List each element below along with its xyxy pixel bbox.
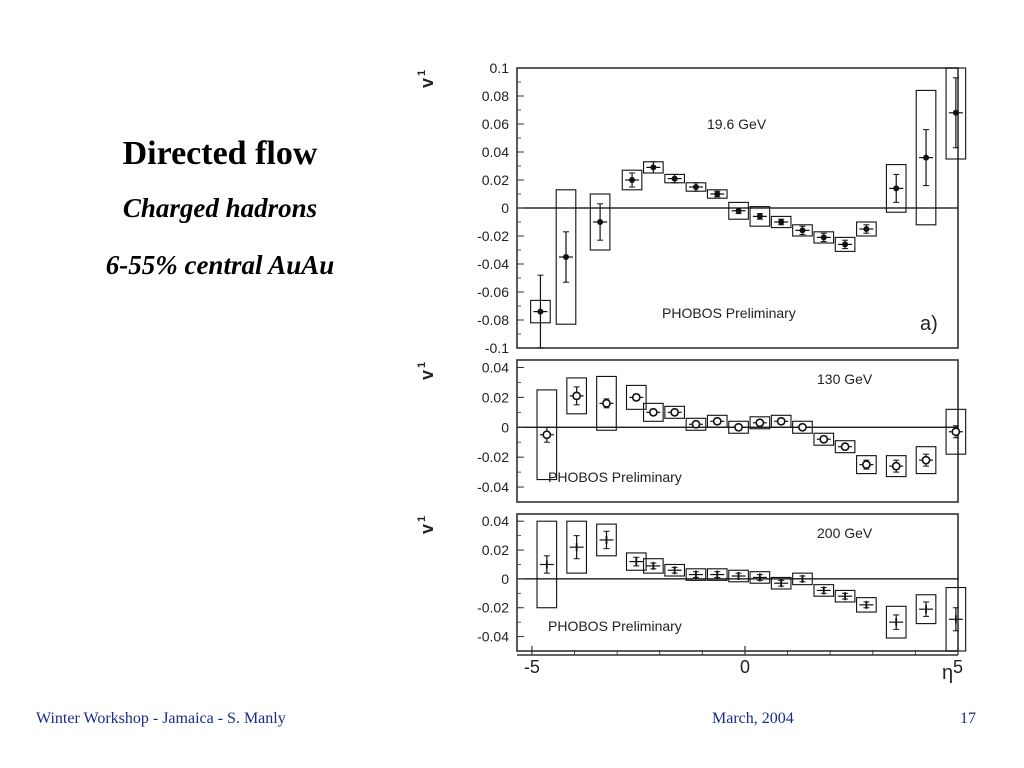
data-point xyxy=(714,418,721,425)
data-point xyxy=(671,409,678,416)
panel-letter: a) xyxy=(920,313,938,335)
y-tick-label: 0.06 xyxy=(481,116,509,132)
data-point xyxy=(543,431,550,438)
data-point xyxy=(629,177,635,183)
data-point xyxy=(893,185,899,191)
y-tick-label: -0.02 xyxy=(477,449,509,466)
y-tick-label: 0.04 xyxy=(481,144,509,160)
y-axis-label: v xyxy=(417,77,437,88)
data-point xyxy=(735,424,742,431)
data-point xyxy=(693,184,699,190)
data-point xyxy=(820,436,827,443)
y-axis-label-subscript: 1 xyxy=(416,69,428,76)
x-axis-label: η xyxy=(942,662,954,684)
data-point xyxy=(650,164,656,170)
y-tick-label: 0.04 xyxy=(481,359,509,376)
data-point xyxy=(778,418,785,425)
data-point xyxy=(923,155,929,161)
y-tick-label: 0.02 xyxy=(481,542,509,559)
x-tick-label: 5 xyxy=(952,657,964,677)
data-point xyxy=(537,309,543,315)
slide-title: Directed flow xyxy=(122,135,318,172)
y-tick-label: 0 xyxy=(501,419,509,436)
energy-label: 19.6 GeV xyxy=(707,116,767,132)
data-point xyxy=(863,226,869,232)
y-axis-label-subscript: 1 xyxy=(416,361,428,368)
y-tick-label: -0.04 xyxy=(477,479,509,496)
data-point xyxy=(922,457,929,464)
y-tick-label: 0.1 xyxy=(489,60,509,76)
energy-label: 130 GeV xyxy=(817,371,873,387)
preliminary-annotation: PHOBOS Preliminary xyxy=(548,469,682,485)
y-axis-label: v xyxy=(417,523,437,534)
y-axis-label: v xyxy=(417,369,437,380)
data-point xyxy=(953,110,959,116)
preliminary-annotation: PHOBOS Preliminary xyxy=(662,305,796,321)
data-point xyxy=(597,219,603,225)
y-tick-label: 0 xyxy=(501,570,509,587)
data-point xyxy=(799,227,805,233)
data-point xyxy=(714,191,720,197)
data-point xyxy=(633,394,640,401)
data-point xyxy=(841,443,848,450)
y-tick-label: 0.02 xyxy=(481,172,509,188)
data-point xyxy=(821,234,827,240)
data-point xyxy=(672,176,678,182)
data-point xyxy=(952,428,959,435)
data-point xyxy=(893,463,900,470)
footer-date: March, 2004 xyxy=(712,710,794,727)
data-point xyxy=(799,424,806,431)
y-tick-label: 0.04 xyxy=(481,513,509,530)
footer-event: Winter Workshop - Jamaica - S. Manly xyxy=(36,710,286,727)
data-point xyxy=(736,208,742,214)
y-tick-label: 0.08 xyxy=(481,88,509,104)
data-point xyxy=(692,421,699,428)
preliminary-annotation: PHOBOS Preliminary xyxy=(548,618,682,634)
y-tick-label: -0.04 xyxy=(477,256,509,272)
energy-label: 200 GeV xyxy=(817,525,873,541)
x-tick-label: -5 xyxy=(523,657,540,677)
data-point xyxy=(863,461,870,468)
y-tick-label: -0.04 xyxy=(477,628,509,645)
data-point xyxy=(573,392,580,399)
y-tick-label: -0.08 xyxy=(477,312,509,328)
data-point xyxy=(563,254,569,260)
slide-title-block xyxy=(40,135,400,307)
data-point xyxy=(650,409,657,416)
data-point xyxy=(603,400,610,407)
data-point xyxy=(842,241,848,247)
y-tick-label: -0.1 xyxy=(484,340,509,356)
y-tick-label: -0.02 xyxy=(477,599,509,616)
slide-subtitle-centrality: 6-55% central AuAu xyxy=(105,250,335,280)
data-point xyxy=(757,213,763,219)
y-axis-label-subscript: 1 xyxy=(416,515,428,522)
data-point xyxy=(756,419,763,426)
x-tick-label: 0 xyxy=(739,657,750,677)
y-tick-label: 0 xyxy=(501,200,509,216)
page-number: 17 xyxy=(960,710,976,727)
y-tick-label: 0.02 xyxy=(481,389,509,406)
data-point xyxy=(778,219,784,225)
y-tick-label: -0.02 xyxy=(477,228,509,244)
y-tick-label: -0.06 xyxy=(477,284,509,300)
v1-vs-eta-figure xyxy=(415,55,975,685)
slide-subtitle-particles: Charged hadrons xyxy=(122,193,318,223)
